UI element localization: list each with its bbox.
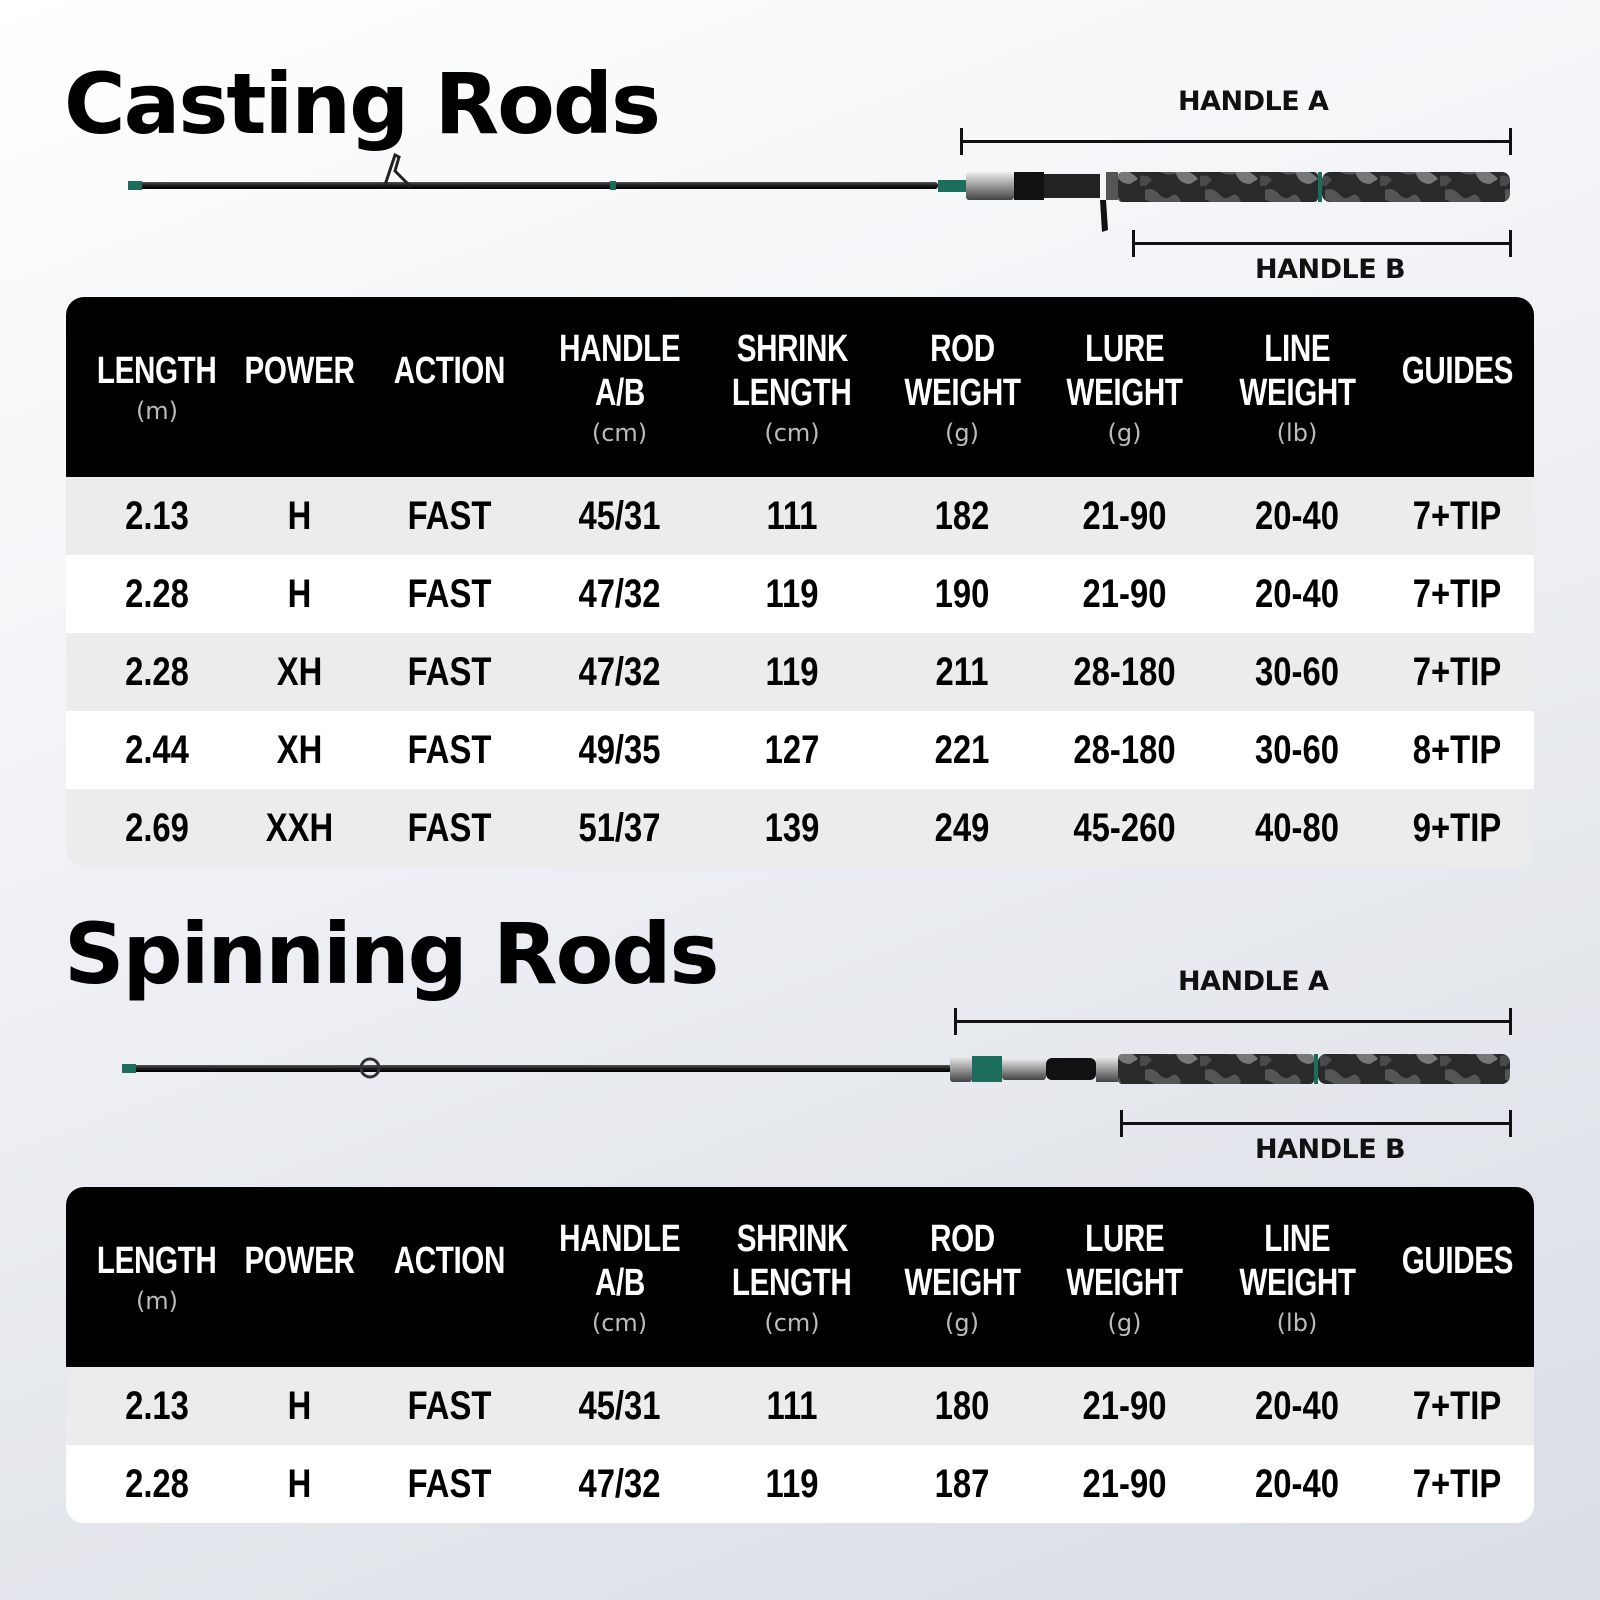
header-length: LENGTH (m) — [97, 1240, 217, 1315]
header-length: LENGTH (m) — [97, 350, 217, 425]
table-row: 2.28 XH FAST 47/32 119 211 28-180 30-60 7+TIP — [66, 633, 1534, 711]
header-handle: HANDLE A/B (cm) — [558, 328, 681, 447]
table-row: 2.13 H FAST 45/31 111 182 21-90 20-40 7+TIP — [66, 477, 1534, 555]
spinning-table-body — [66, 1367, 1534, 1523]
spinning-spec-table — [66, 1187, 1534, 1523]
header-rod-weight: ROD WEIGHT (g) — [903, 328, 1021, 447]
casting-table-header — [66, 297, 1534, 477]
casting-handle-b-dimension-line — [1132, 242, 1512, 245]
spinning-handle-b-dimension-line — [1120, 1122, 1512, 1125]
header-guides: GUIDES — [1401, 1240, 1513, 1282]
header-shrink-length: SHRINK LENGTH (cm) — [732, 1218, 852, 1337]
casting-handle-a-label: HANDLE A — [1178, 86, 1329, 117]
header-power: POWER — [244, 350, 355, 392]
header-action: ACTION — [393, 350, 506, 392]
header-handle: HANDLE A/B (cm) — [558, 1218, 681, 1337]
casting-handle-b-label: HANDLE B — [1255, 254, 1406, 285]
header-lure-weight: LURE WEIGHT (g) — [1066, 1218, 1183, 1337]
casting-handle-a-dimension-line — [960, 140, 1512, 143]
spinning-rod-image — [0, 1030, 1600, 1090]
spinning-table-header — [66, 1187, 1534, 1367]
casting-rod-image — [0, 150, 1600, 240]
table-row: 2.28 H FAST 47/32 119 190 21-90 20-40 7+TIP — [66, 555, 1534, 633]
casting-table-body — [66, 477, 1534, 867]
table-row: 2.44 XH FAST 49/35 127 221 28-180 30-60 8+TIP — [66, 711, 1534, 789]
header-power: POWER — [244, 1240, 355, 1282]
header-line-weight: LINE WEIGHT (lb) — [1238, 1218, 1356, 1337]
table-row: 2.13 H FAST 45/31 111 180 21-90 20-40 7+TIP — [66, 1367, 1534, 1445]
header-shrink-length: SHRINK LENGTH (cm) — [732, 328, 852, 447]
header-action: ACTION — [393, 1240, 506, 1282]
spinning-rods-title: Spinning Rods — [64, 905, 718, 1003]
header-rod-weight: ROD WEIGHT (g) — [903, 1218, 1021, 1337]
casting-rods-title: Casting Rods — [64, 55, 659, 153]
table-row: 2.69 XXH FAST 51/37 139 249 45-260 40-80 9+TIP — [66, 789, 1534, 867]
spinning-handle-a-dimension-line — [954, 1020, 1512, 1023]
spinning-handle-a-label: HANDLE A — [1178, 966, 1329, 997]
header-lure-weight: LURE WEIGHT (g) — [1066, 328, 1183, 447]
header-guides: GUIDES — [1401, 350, 1513, 392]
table-row: 2.28 H FAST 47/32 119 187 21-90 20-40 7+TIP — [66, 1445, 1534, 1523]
header-line-weight: LINE WEIGHT (lb) — [1238, 328, 1356, 447]
casting-spec-table — [66, 297, 1534, 867]
spinning-handle-b-label: HANDLE B — [1255, 1134, 1406, 1165]
